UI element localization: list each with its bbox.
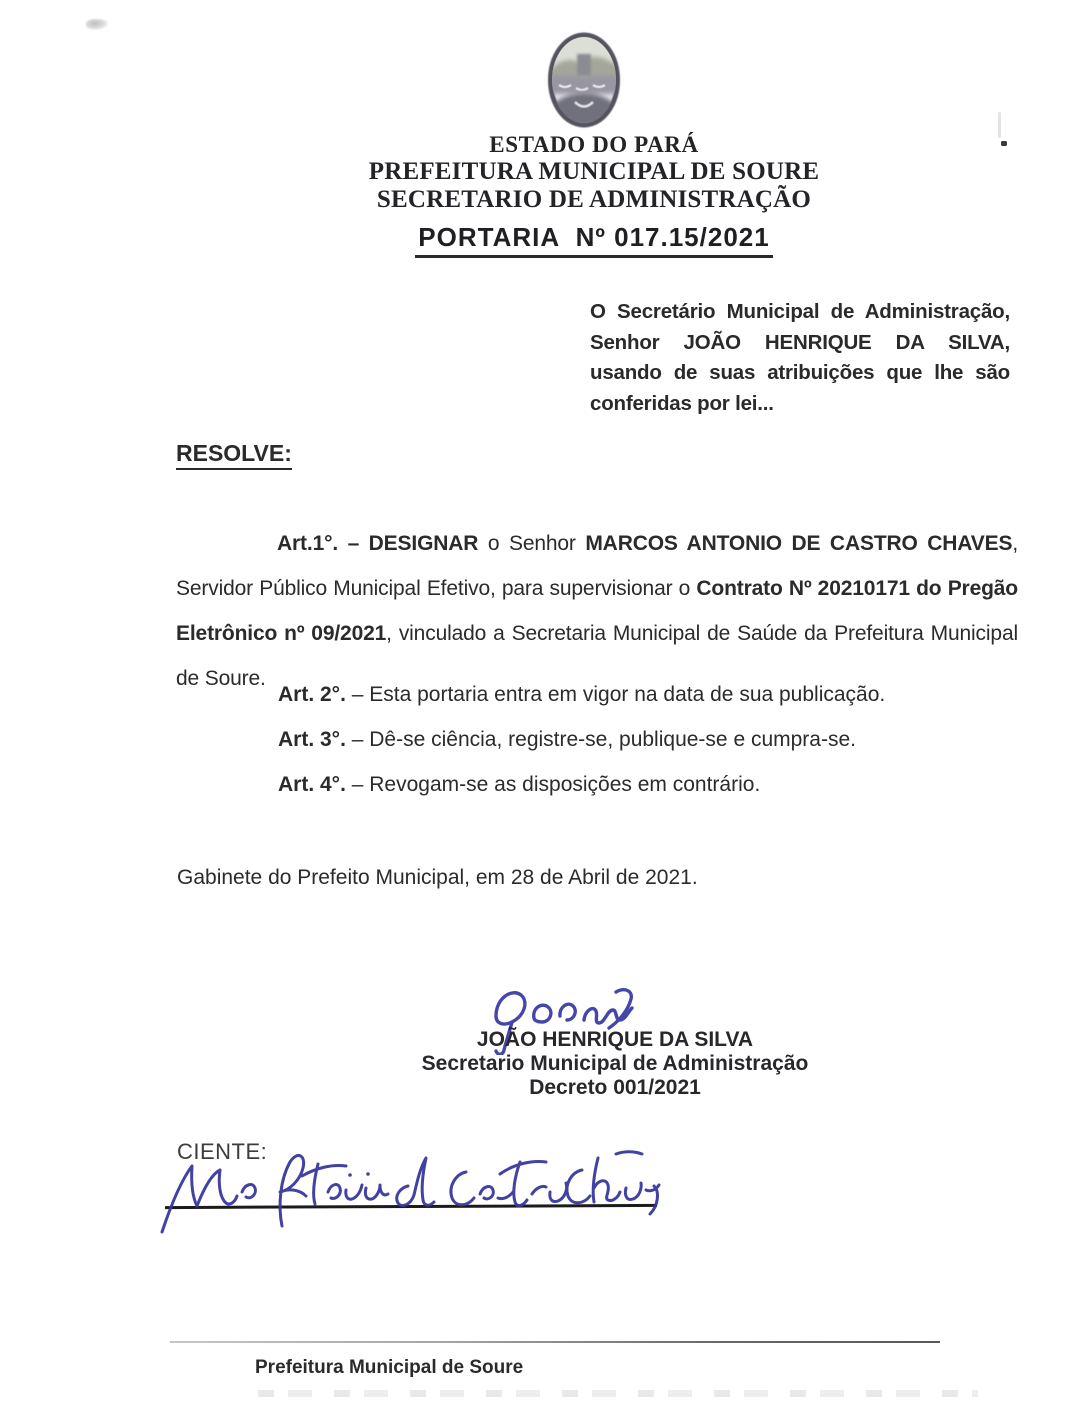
coat-of-arms-seal-icon [546,30,622,130]
article-1-paragraph: Art.1°. – DESIGNAR o Senhor MARCOS ANTONIO DE CASTRO CHAVES, Servidor Público Municipal Efetivo, para supervisionar o Contrato Nº 20210171 do Pregão Eletrônico nº 09/2021, vinculado a Secretaria Municipal de Saúde da Prefeitura Municipal de Soure. [176,532,1018,690]
letterhead-department-line: SECRETARIO DE ADMINISTRAÇÃO [376,186,812,213]
article-4-text: – Revogam-se as disposições em contrário. [345,773,761,796]
closing-place-date: Gabinete do Prefeito Municipal, em 28 de Abril de 2021. [177,866,698,889]
ciente-label: CIENTE: [177,1139,268,1164]
signatory-decree: Decreto 001/2021 [529,1076,701,1099]
document-title-row [94,222,1088,258]
signatory-role: Secretario Municipal de Administração [421,1052,809,1075]
ciente-signature-icon [150,1148,670,1238]
document-title: PORTARIA Nº 017.15/2021 [415,222,772,258]
scan-smudge-artifact [86,19,108,30]
letterhead [94,131,1088,214]
footer-divider [170,1341,940,1343]
article-2-text: – Esta portaria entra em vigor na data de sua publicação. [345,683,886,706]
article-2-line [278,672,885,717]
article-4-line [278,762,885,807]
footer-faded-address-line [258,1390,978,1397]
article-4-label: Art. 4°. [278,773,346,796]
preamble-paragraph: O Secretário Municipal de Administração, Senhor JOÃO HENRIQUE DA SILVA, usando de suas atribuições que lhe são conferidas por lei... [590,300,1010,415]
signatory-name: JOÃO HENRIQUE DA SILVA [476,1028,754,1051]
signatory-block [115,1028,1088,1100]
letterhead-municipality-line: PREFEITURA MUNICIPAL DE SOURE [368,158,820,185]
article-3-line [278,717,885,762]
letterhead-state-line: ESTADO DO PARÁ [489,132,699,157]
article-3-text: – Dê-se ciência, registre-se, publique-se e cumpra-se. [345,728,856,751]
article-2-label: Art. 2°. [278,683,346,706]
articles-list [278,672,885,807]
footer-organization: Prefeitura Municipal de Soure [255,1357,524,1378]
article-3-label: Art. 3°. [278,728,346,751]
resolve-heading: RESOLVE: [176,440,292,467]
